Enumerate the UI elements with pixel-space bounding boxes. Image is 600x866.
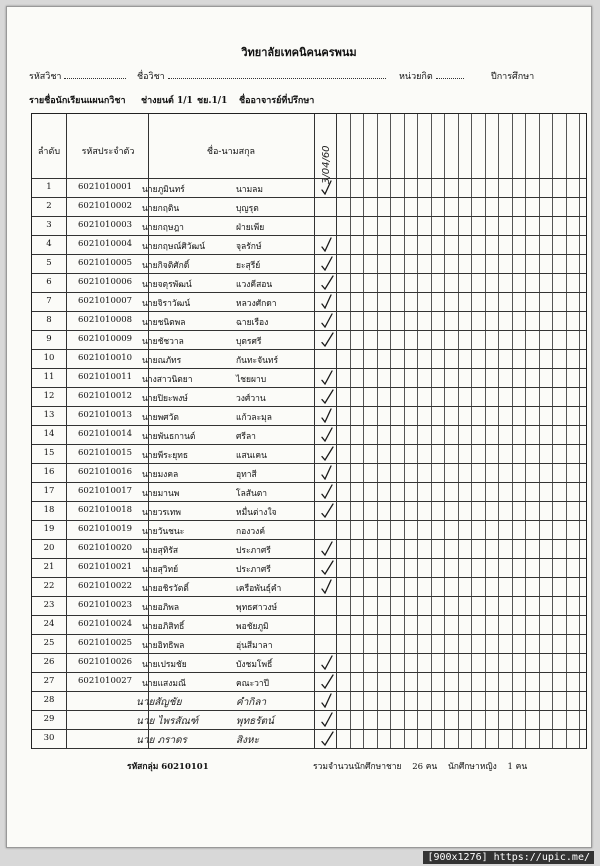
student-last-name: แวงคีสอน xyxy=(236,280,273,290)
student-id: 6021010008 xyxy=(78,315,133,325)
student-first-name: นายอภิพล xyxy=(142,603,180,613)
table-row xyxy=(32,387,586,406)
student-id: 6021010010 xyxy=(78,353,133,363)
student-id: 6021010022 xyxy=(78,581,133,591)
checkmark-icon xyxy=(320,236,334,252)
student-first-name: นายชัชวาล xyxy=(142,337,184,347)
checkmark-icon xyxy=(320,179,334,195)
student-first-name: นายแสงมณี xyxy=(142,679,186,689)
student-last-name: หลวงศักดา xyxy=(236,299,277,309)
student-last-name: จุลรักษ์ xyxy=(236,242,262,252)
student-last-name: เครือพันธุ์คำ xyxy=(236,584,282,594)
student-last-name: แก้วละมุล xyxy=(236,413,272,423)
student-first-name: นายเปรมชัย xyxy=(142,660,187,670)
checkmark-icon xyxy=(320,426,334,442)
table-row xyxy=(32,710,586,729)
student-last-name: ศรีลา xyxy=(236,432,256,442)
student-id: 6021010024 xyxy=(78,619,133,629)
student-last-name: กองวงค์ xyxy=(236,527,266,537)
student-first-name: นายกฤษณ์ศิวัฒน์ xyxy=(142,242,206,252)
table-row xyxy=(32,216,586,235)
student-id: 6021010014 xyxy=(78,429,133,439)
column-header-name: ชื่อ-นามสกุล xyxy=(206,147,256,157)
row-number: 22 xyxy=(43,581,55,591)
student-id: 6021010003 xyxy=(78,220,133,230)
student-last-name: คณะวาปี xyxy=(236,679,270,689)
student-id: 6021010004 xyxy=(78,239,133,249)
student-id: 6021010018 xyxy=(78,505,133,515)
table-row xyxy=(32,406,586,425)
checkmark-icon xyxy=(320,692,334,708)
table-row xyxy=(32,520,586,539)
row-number: 14 xyxy=(43,429,55,439)
checkmark-icon xyxy=(320,312,334,328)
student-last-name: ยะสุรีย์ xyxy=(236,261,261,271)
table-row xyxy=(32,539,586,558)
row-number: 7 xyxy=(46,296,52,306)
student-id: 6021010015 xyxy=(78,448,133,458)
table-row xyxy=(32,330,586,349)
row-number: 18 xyxy=(43,505,55,515)
row-number: 1 xyxy=(46,182,52,192)
table-row xyxy=(32,482,586,501)
checkmark-icon xyxy=(320,274,334,290)
student-last-name: ไชยผาบ xyxy=(236,375,267,385)
student-first-name: นายสุทิรัส xyxy=(142,546,179,556)
checkmark-icon xyxy=(320,502,334,518)
table-row xyxy=(32,729,586,748)
student-first-name: นายสัญชัย xyxy=(136,697,182,708)
row-number: 20 xyxy=(43,543,55,553)
table-row xyxy=(32,634,586,653)
checkmark-icon xyxy=(320,540,334,556)
date-header xyxy=(318,122,334,186)
group-code: รหัสกลุ่ม 60210101 xyxy=(127,762,209,772)
student-first-name: นายปิยะพงษ์ xyxy=(142,394,188,404)
student-id: 6021010005 xyxy=(78,258,133,268)
table-row xyxy=(32,463,586,482)
student-first-name: นายสุวิทย์ xyxy=(142,565,179,575)
table-row xyxy=(32,235,586,254)
checkmark-icon xyxy=(320,369,334,385)
student-id: 6021010026 xyxy=(78,657,133,667)
checkmark-icon xyxy=(320,730,334,746)
student-id: 6021010020 xyxy=(78,543,133,553)
row-number: 26 xyxy=(43,657,55,667)
checkmark-icon xyxy=(320,559,334,575)
row-number: 10 xyxy=(43,353,55,363)
student-first-name: นายมานพ xyxy=(142,489,180,499)
table-row xyxy=(32,368,586,387)
row-number: 12 xyxy=(43,391,55,401)
row-number: 15 xyxy=(43,448,55,458)
attendance-table xyxy=(31,113,587,749)
student-first-name: นายจิราวัฒน์ xyxy=(142,299,191,309)
date-header-text: 3/04/60 xyxy=(321,145,332,184)
row-number: 29 xyxy=(43,714,55,724)
table-row xyxy=(32,691,586,710)
student-id: 6021010025 xyxy=(78,638,133,648)
row-number: 19 xyxy=(43,524,55,534)
row-number: 27 xyxy=(43,676,55,686)
table-row xyxy=(32,311,586,330)
table-row xyxy=(32,501,586,520)
row-number: 23 xyxy=(43,600,55,610)
row-number: 3 xyxy=(46,220,52,230)
student-last-name: ประภาศรี xyxy=(236,546,271,556)
academic-year-field: ปีการศึกษา xyxy=(491,72,535,82)
table-row xyxy=(32,292,586,311)
subject-code-field: รหัสวิชา xyxy=(29,69,126,83)
row-number: 17 xyxy=(43,486,55,496)
student-id: 6021010007 xyxy=(78,296,133,306)
checkmark-icon xyxy=(320,388,334,404)
checkmark-icon xyxy=(320,578,334,594)
student-last-name: บุตรศรี xyxy=(236,337,262,347)
checkmark-icon xyxy=(320,711,334,727)
checkmark-icon xyxy=(320,293,334,309)
table-row xyxy=(32,349,586,368)
table-row xyxy=(32,425,586,444)
student-first-name: นายพีระยุทธ xyxy=(142,451,189,461)
row-number: 9 xyxy=(46,334,52,344)
checkmark-icon xyxy=(320,483,334,499)
attendance-sheet xyxy=(6,6,592,848)
student-id: 6021010001 xyxy=(78,182,133,192)
student-first-name: นายวันชนะ xyxy=(142,527,185,537)
table-row xyxy=(32,197,586,216)
student-last-name: ฝ่ายเพีย xyxy=(236,223,265,233)
student-first-name: นายกฤษฎา xyxy=(142,223,184,233)
student-last-name: แสนเคน xyxy=(236,451,267,461)
student-last-name: พุทธรัตน์ xyxy=(236,716,274,727)
student-first-name: นายณภัทร xyxy=(142,356,182,366)
checkmark-icon xyxy=(320,255,334,271)
row-number: 8 xyxy=(46,315,52,325)
student-id: 6021010016 xyxy=(78,467,133,477)
advisor-label: ชื่ออาจารย์ที่ปรึกษา xyxy=(239,96,315,106)
table-row xyxy=(32,558,586,577)
student-last-name: ฉายเรือง xyxy=(236,318,269,328)
student-last-name: นามลม xyxy=(236,185,263,195)
student-last-name: พุทธศาวงษ์ xyxy=(236,603,278,613)
student-id: 6021010006 xyxy=(78,277,133,287)
student-first-name: นายกิจติศักดิ์ xyxy=(142,261,190,271)
table-row xyxy=(32,254,586,273)
subject-name-field: ชื่อวิชา xyxy=(137,69,386,83)
row-number: 6 xyxy=(46,277,52,287)
student-first-name: นายอชิรวัตติ์ xyxy=(142,584,189,594)
student-last-name: อุ่นสีมาลา xyxy=(236,641,273,651)
checkmark-icon xyxy=(320,407,334,423)
student-list-label: รายชื่อนักเรียนแผนกวิชา xyxy=(29,96,126,106)
student-id: 6021010019 xyxy=(78,524,133,534)
table-row xyxy=(32,672,586,691)
checkmark-icon xyxy=(320,331,334,347)
table-row xyxy=(32,653,586,672)
student-first-name: นายวรเทพ xyxy=(142,508,182,518)
student-first-name: นายพันธกานต์ xyxy=(142,432,196,442)
student-last-name: กันทะจันทร์ xyxy=(236,356,279,366)
row-number: 13 xyxy=(43,410,55,420)
student-last-name: สิงหะ xyxy=(236,735,259,746)
student-first-name: นายกฤติน xyxy=(142,204,180,214)
watermark: [900x1276] https://upic.me/ xyxy=(423,851,594,864)
row-number: 21 xyxy=(43,562,55,572)
checkmark-icon xyxy=(320,464,334,480)
row-number: 30 xyxy=(43,733,55,743)
row-number: 28 xyxy=(43,695,55,705)
student-id: 6021010023 xyxy=(78,600,133,610)
student-first-name: นายชนิตพล xyxy=(142,318,186,328)
table-row xyxy=(32,178,586,197)
student-first-name: นายภูมินทร์ xyxy=(142,185,185,195)
checkmark-icon xyxy=(320,654,334,670)
student-last-name: โลสันตา xyxy=(236,489,268,499)
row-number: 2 xyxy=(46,201,52,211)
student-last-name: บุญรุต xyxy=(236,204,259,214)
table-row xyxy=(32,444,586,463)
checkmark-icon xyxy=(320,673,334,689)
student-id: 6021010027 xyxy=(78,676,133,686)
student-last-name: พอชัยภูมิ xyxy=(236,622,269,632)
column-header-no: ลำดับ xyxy=(37,147,61,157)
student-last-name: หมื่นต่างใจ xyxy=(236,508,277,518)
student-first-name: นางสาวนิตยา xyxy=(142,375,193,385)
credit-field: หน่วยกิต xyxy=(399,69,464,83)
row-number: 16 xyxy=(43,467,55,477)
student-first-name: นายจตุรพัฒน์ xyxy=(142,280,192,290)
student-id: 6021010009 xyxy=(78,334,133,344)
table-row xyxy=(32,273,586,292)
student-last-name: วงศ์วาน xyxy=(236,394,266,404)
row-number: 24 xyxy=(43,619,55,629)
table-row xyxy=(32,615,586,634)
student-id: 6021010011 xyxy=(78,372,133,382)
table-row xyxy=(32,577,586,596)
row-number: 4 xyxy=(46,239,52,249)
level-value: ชย.1/1 xyxy=(197,96,228,106)
row-number: 25 xyxy=(43,638,55,648)
checkmark-icon xyxy=(320,445,334,461)
student-id: 6021010013 xyxy=(78,410,133,420)
student-first-name: นาย ไพรสัณฑ์ xyxy=(136,716,199,727)
department-value: ช่างยนต์ 1/1 xyxy=(141,96,193,106)
student-first-name: นายอิทธิพล xyxy=(142,641,185,651)
student-first-name: นายมงคล xyxy=(142,470,179,480)
student-count-summary: รวมจำนวนนักศึกษาชาย 26 คน นักศึกษาหญิง 1 คน xyxy=(313,762,528,772)
student-id: 6021010017 xyxy=(78,486,133,496)
student-id: 6021010002 xyxy=(78,201,133,211)
student-last-name: บังชมโพธิ์ xyxy=(236,660,273,670)
row-number: 11 xyxy=(43,372,55,382)
row-number: 5 xyxy=(46,258,52,268)
table-row xyxy=(32,596,586,615)
row-divider xyxy=(32,748,586,749)
college-title: วิทยาลัยเทคนิคนครพนม xyxy=(241,46,357,59)
student-first-name: นายพศวัต xyxy=(142,413,179,423)
student-last-name: คำกิลา xyxy=(236,697,267,708)
student-id: 6021010012 xyxy=(78,391,133,401)
student-first-name: นาย ภราดร xyxy=(136,735,187,746)
student-first-name: นายอภิสิทธิ์ xyxy=(142,622,185,632)
column-header-id: รหัสประจำตัว xyxy=(81,147,135,157)
student-last-name: อุทาสี xyxy=(236,470,257,480)
student-last-name: ประภาศรี xyxy=(236,565,271,575)
student-id: 6021010021 xyxy=(78,562,133,572)
